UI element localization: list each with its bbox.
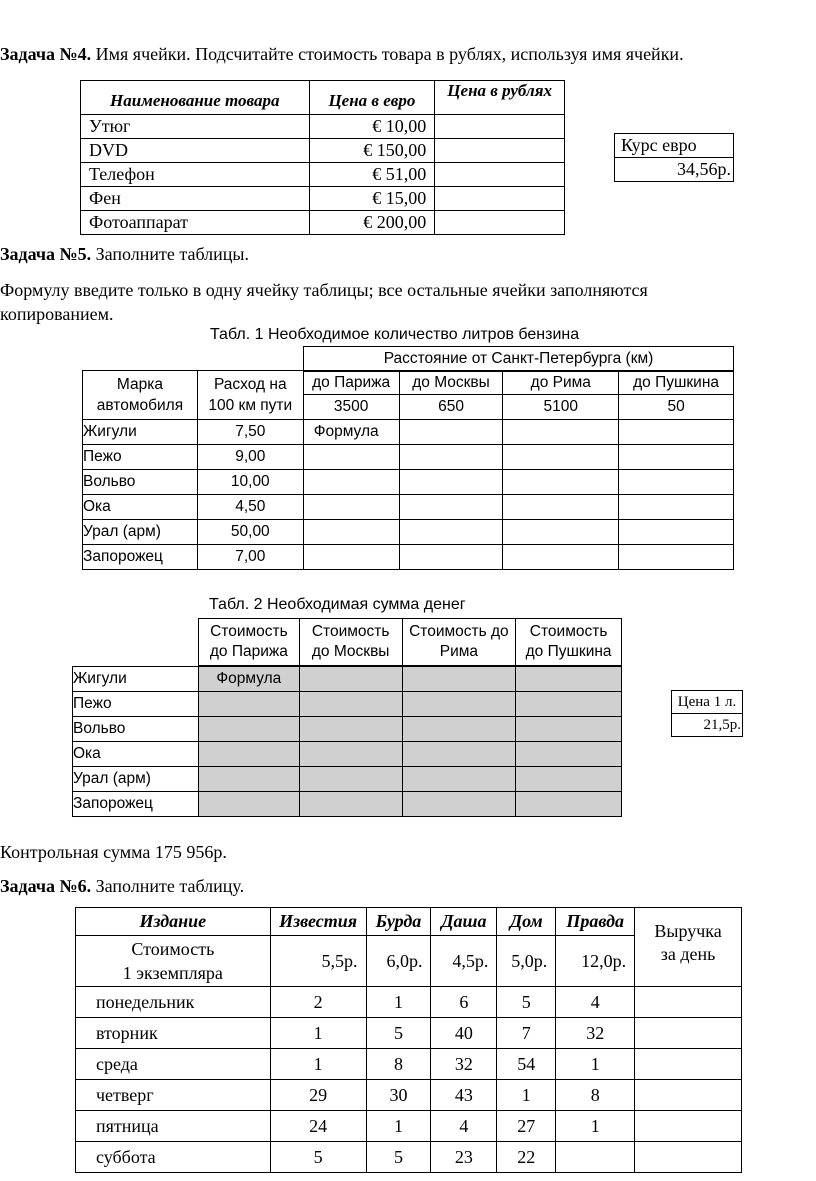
count-cell: 4 [556,987,635,1018]
count-cell: 54 [497,1049,556,1080]
header-brand [83,371,198,420]
consumption-value: 10,00 [197,470,303,495]
paper-cost: 5,5р. [270,936,366,987]
count-cell: 1 [556,1111,635,1142]
table-row [76,987,742,1018]
formula-cell[interactable]: Формула [198,667,299,692]
table-row [81,115,565,139]
liters-cell[interactable] [619,545,734,570]
table-row [83,495,734,520]
header-consumption-line1: Расход на [213,376,287,393]
liters-cell[interactable] [303,470,399,495]
city-pushkin: до Пушкина [619,371,734,395]
header-price-rub: Цена в рублях [435,81,565,115]
count-cell: 1 [366,1111,431,1142]
product-name: Фотоаппарат [81,211,310,235]
paper-cost: 4,5р. [431,936,497,987]
table-row [73,692,622,717]
brand-name: Урал (арм) [83,520,198,545]
table-row [81,187,565,211]
distance-rome: 5100 [503,395,619,420]
money-cell[interactable] [299,692,402,717]
header-cost-rome-line1: Стоимость до [409,623,509,640]
consumption-value: 4,50 [197,495,303,520]
money-cell[interactable] [198,717,299,742]
header-cost-rome-line2: Рима [439,643,479,660]
brand-name: Вольво [73,717,199,742]
count-cell: 40 [431,1018,497,1049]
distance-pushkin: 50 [619,395,734,420]
table-row [83,445,734,470]
city-moscow: до Москвы [399,371,503,395]
product-name: Фен [81,187,310,211]
table-row [81,211,565,235]
table-row [73,767,622,792]
money-cell[interactable] [299,767,402,792]
table-row [73,667,622,692]
count-cell: 23 [431,1142,497,1173]
liters-cell[interactable] [619,445,734,470]
cost-label [76,936,271,987]
header-cost-pushkin-line2: до Пушкина [525,643,612,660]
header-cost-moscow-line1: Стоимость [311,623,390,640]
liters-cell[interactable] [503,495,619,520]
brand-name: Запорожец [73,792,199,817]
header-cost-moscow [299,619,402,666]
money-table [72,666,622,817]
money-cell[interactable] [299,742,402,767]
header-price-euro: Цена в евро [309,81,435,115]
task5-heading [0,244,249,265]
count-cell: 5 [366,1142,431,1173]
table-row [73,792,622,817]
header-cost-rome [402,619,516,666]
revenue-cell[interactable] [635,1049,742,1080]
price-euro: € 10,00 [309,115,435,139]
table-row [76,1080,742,1111]
count-cell: 1 [366,987,431,1018]
price-rub-cell[interactable] [435,115,565,139]
price-rub-cell[interactable] [435,211,565,235]
table-row [83,470,734,495]
money-cell[interactable] [516,742,622,767]
brand-name: Ока [73,742,199,767]
header-brand-line2: автомобиля [96,397,184,414]
count-cell: 29 [270,1080,366,1111]
revenue-cell[interactable] [635,1142,742,1173]
liters-cell[interactable] [399,495,503,520]
header-consumption [197,371,303,420]
count-cell: 24 [270,1111,366,1142]
header-cost-paris-line1: Стоимость [210,623,288,640]
task4-number: Задача №4. [0,44,92,64]
table-header-row [76,908,742,936]
brand-name: Пежо [73,692,199,717]
table-row [76,1049,742,1080]
header-paper: Бурда [366,908,431,936]
liters-cell[interactable] [503,520,619,545]
day-name: понедельник [76,987,271,1018]
table-header-row [83,371,734,395]
day-name: среда [76,1049,271,1080]
cost-label-line2: 1 экземпляра [122,963,223,983]
table-row [83,520,734,545]
count-cell: 1 [270,1049,366,1080]
table-row [81,139,565,163]
euro-rate-box [614,133,734,182]
money-cell[interactable] [516,692,622,717]
money-cell[interactable] [516,667,622,692]
count-cell: 2 [270,987,366,1018]
distance-header: Расстояние от Санкт-Петербурга (км) [304,347,734,372]
header-cost-moscow-line2: до Москвы [311,643,390,660]
count-cell: 7 [497,1018,556,1049]
fuel-price-value[interactable]: 21,5р. [672,714,743,737]
money-cell[interactable] [198,767,299,792]
distance-paris: 3500 [303,395,399,420]
money-cell[interactable] [402,667,516,692]
table-row [76,1142,742,1173]
liters-cell[interactable] [303,545,399,570]
liters-cell[interactable] [399,545,503,570]
header-edition: Издание [76,908,271,936]
count-cell: 43 [431,1080,497,1111]
price-euro: € 51,00 [309,163,435,187]
task5-number: Задача №5. [0,244,92,264]
day-name: вторник [76,1018,271,1049]
paper-cost: 6,0р. [366,936,431,987]
task4-price-table [80,80,565,235]
liters-cell[interactable] [303,520,399,545]
brand-name: Урал (арм) [73,767,199,792]
price-rub-cell[interactable] [435,187,565,211]
paper-cost: 12,0р. [556,936,635,987]
money-cell[interactable] [516,717,622,742]
euro-rate-value[interactable]: 34,56р. [615,158,734,182]
cost-label-line1: Стоимость [131,939,215,959]
count-cell: 4 [431,1111,497,1142]
money-cell[interactable] [299,792,402,817]
task6-text: Заполните таблицу. [91,876,245,896]
count-cell: 1 [497,1080,556,1111]
liters-cell[interactable] [619,470,734,495]
header-revenue-line2: за день [660,944,716,964]
liters-cell[interactable] [503,470,619,495]
table-row [83,420,734,445]
product-name: Утюг [81,115,310,139]
formula-cell[interactable]: Формула [303,420,399,445]
header-cost-pushkin [516,619,622,666]
money-cell[interactable] [516,792,622,817]
header-consumption-line2: 100 км пути [208,397,293,414]
count-cell: 1 [270,1018,366,1049]
money-cell[interactable] [402,792,516,817]
money-cell[interactable] [198,742,299,767]
task6-number: Задача №6. [0,876,92,896]
liters-cell[interactable] [399,470,503,495]
header-cost-paris-line2: до Парижа [209,643,288,660]
brand-name: Жигули [83,420,198,445]
product-name: DVD [81,139,310,163]
liters-cell[interactable] [303,495,399,520]
money-cell[interactable] [198,792,299,817]
consumption-value: 50,00 [197,520,303,545]
liters-cell[interactable] [503,545,619,570]
task5-text: Заполните таблицы. [91,244,250,264]
city-paris: до Парижа [303,371,399,395]
revenue-cell[interactable] [635,1018,742,1049]
money-header [198,618,622,666]
day-name: четверг [76,1080,271,1111]
price-rub-cell[interactable] [435,139,565,163]
money-cell[interactable] [299,667,402,692]
table-row [81,163,565,187]
header-paper: Дом [497,908,556,936]
revenue-cell[interactable] [635,1080,742,1111]
header-product: Наименование товара [81,81,310,115]
sales-table [75,907,742,1173]
control-sum: Контрольная сумма 175 956р. [0,842,227,862]
day-name: пятница [76,1111,271,1142]
table-row [76,1018,742,1049]
task4-heading [0,44,684,65]
product-name: Телефон [81,163,310,187]
liters-cell[interactable] [399,420,503,445]
header-revenue-line1: Выручка [654,921,722,941]
money-cell[interactable] [299,717,402,742]
table-row [73,717,622,742]
liters-cell[interactable] [503,420,619,445]
header-cost-pushkin-line1: Стоимость [529,623,608,640]
table-row [83,545,734,570]
task4-text: Имя ячейки. Подсчитайте стоимость товара в рублях, используя имя ячейки. [91,44,684,64]
price-rub-cell[interactable] [435,163,565,187]
fuel-price-label: Цена 1 л. [672,691,743,714]
liters-cell[interactable] [399,520,503,545]
fuel-price-box [671,690,743,737]
count-cell: 8 [366,1049,431,1080]
count-cell: 5 [497,987,556,1018]
table-header-row [81,81,565,115]
distance-header-box [303,346,734,372]
task6-heading [0,876,244,897]
brand-name: Ока [83,495,198,520]
price-euro: € 200,00 [309,211,435,235]
revenue-cell[interactable] [635,987,742,1018]
count-cell: 30 [366,1080,431,1111]
count-cell [556,1142,635,1173]
liters-cell[interactable] [619,520,734,545]
price-euro: € 15,00 [309,187,435,211]
fuel-table [82,370,734,570]
count-cell: 27 [497,1111,556,1142]
money-cell[interactable] [402,692,516,717]
count-cell: 22 [497,1142,556,1173]
liters-cell[interactable] [399,445,503,470]
header-cost-paris [199,619,300,666]
brand-name: Жигули [73,667,199,692]
consumption-value: 7,50 [197,420,303,445]
count-cell: 32 [556,1018,635,1049]
money-cell[interactable] [516,767,622,792]
consumption-value: 7,00 [197,545,303,570]
city-rome: до Рима [503,371,619,395]
liters-cell[interactable] [503,445,619,470]
day-name: суббота [76,1142,271,1173]
table2-caption: Табл. 2 Необходимая сумма денег [209,596,466,613]
liters-cell[interactable] [303,445,399,470]
money-cell[interactable] [402,767,516,792]
count-cell: 8 [556,1080,635,1111]
task5-instruction-line1: Формулу введите только в одну ячейку таблицы; все остальные ячейки заполняются [0,280,648,300]
brand-name: Пежо [83,445,198,470]
header-paper: Правда [556,908,635,936]
money-cell[interactable] [402,742,516,767]
brand-name: Вольво [83,470,198,495]
header-paper: Известия [270,908,366,936]
liters-cell[interactable] [619,420,734,445]
header-paper: Даша [431,908,497,936]
header-brand-line1: Марка [116,376,163,393]
table1-caption: Табл. 1 Необходимое количество литров бензина [210,326,580,343]
consumption-value: 9,00 [197,445,303,470]
header-revenue [635,908,742,987]
count-cell: 32 [431,1049,497,1080]
money-cell[interactable] [402,717,516,742]
count-cell: 6 [431,987,497,1018]
euro-rate-label: Курс евро [615,134,734,158]
paper-cost: 5,0р. [497,936,556,987]
liters-cell[interactable] [619,495,734,520]
table-row [76,1111,742,1142]
price-euro: € 150,00 [309,139,435,163]
money-cell[interactable] [198,692,299,717]
count-cell: 1 [556,1049,635,1080]
count-cell: 5 [366,1018,431,1049]
distance-moscow: 650 [399,395,503,420]
count-cell: 5 [270,1142,366,1173]
revenue-cell[interactable] [635,1111,742,1142]
table-header-row [199,619,622,666]
brand-name: Запорожец [83,545,198,570]
table-row [73,742,622,767]
task5-instruction-line2: копированием. [0,304,114,324]
